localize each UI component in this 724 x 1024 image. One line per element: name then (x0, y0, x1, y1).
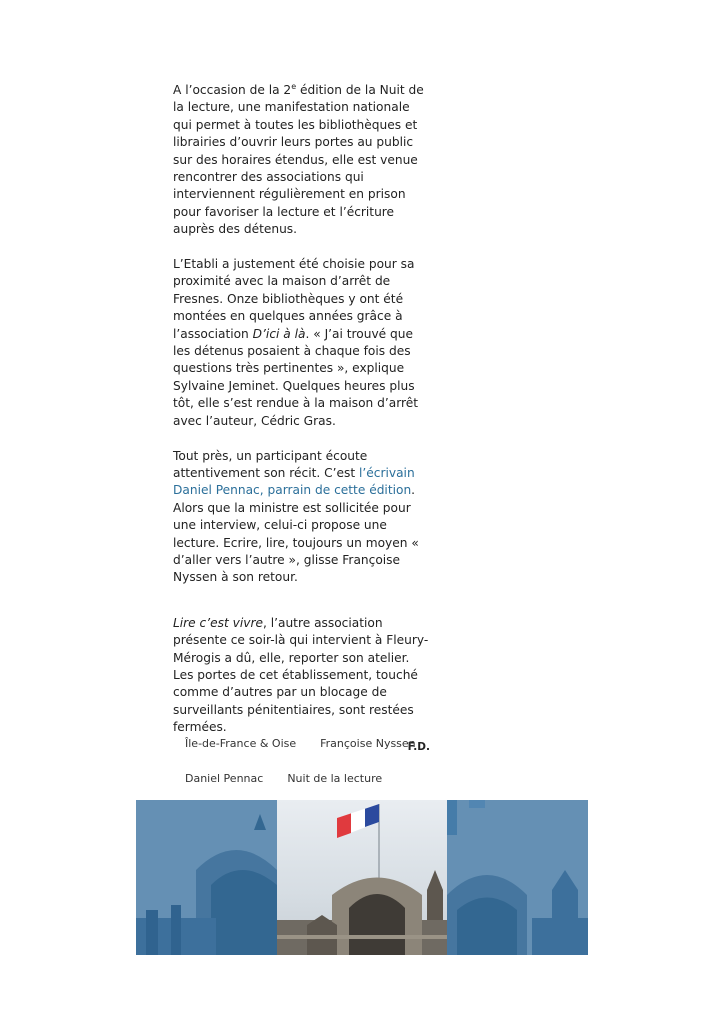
palace-with-flag-image (277, 800, 447, 955)
tag-nuit-de-la-lecture[interactable]: Nuit de la lecture (287, 772, 383, 785)
paragraph-3-text-a: Tout près, un participant écoute attentivement son récit. C’est (173, 448, 368, 480)
tag-row-1 (173, 733, 473, 754)
paragraph-2-text-b: . « J’ai trouvé que les détenus posaient à chaque fois des questions très pertinentes », explique Sylvaine Jeminet. Quelques heures plus tôt, elle s’est rendue à la maison d’arrêt avec l’auteur, Cédric Gras. (173, 326, 419, 428)
blue-overlay-left (136, 800, 277, 955)
tag-daniel-pennac[interactable]: Daniel Pennac (185, 772, 264, 785)
article-body (173, 82, 430, 756)
tag-ile-de-france[interactable]: Île-de-France & Oise (185, 737, 297, 750)
association-name: D’ici à là (252, 326, 306, 341)
paragraph-2 (173, 256, 430, 430)
paragraph-1 (173, 82, 430, 239)
paragraph-1-text-a: A l’occasion de la 2 (173, 83, 292, 97)
banner-panel-left (136, 800, 277, 955)
banner-panel-center (277, 800, 447, 955)
blue-overlay-right (447, 800, 588, 955)
paragraph-3-text-b: . Alors que la ministre est sollicitée pour une interview, celui-ci propose une lecture. Ecrire, lire, toujours un moyen « d’aller vers l’autre », glisse Françoise Nyssen à son retour. (173, 483, 419, 585)
author-signature: F.D. (407, 740, 430, 753)
paragraph-3 (173, 448, 430, 587)
pennac-link[interactable]: l’écrivain Daniel Pennac, parrain de cette édition (173, 465, 415, 498)
tag-row-2 (173, 768, 473, 789)
paragraph-4-text: , l’autre association présente ce soir-là qui intervient à Fleury-Mérogis a dû, elle, reporter son atelier. Les portes de cet établissement, touché comme d’autres par un blocage de surveillants pénitentiaires, sont restées fermées. (173, 615, 429, 735)
edition-superscript: e (291, 82, 297, 91)
paragraph-4 (173, 615, 430, 737)
header-image-banner (136, 800, 588, 955)
tag-list (173, 733, 473, 803)
tag-francoise-nyssen[interactable]: Françoise Nyssen (320, 737, 416, 750)
association-name-2: Lire c’est vivre (173, 615, 263, 630)
paragraph-2-text-a: L’Etabli a justement été choisie pour sa proximité avec la maison d’arrêt de Fresnes. Onze bibliothèques y ont été montées en quelques années grâce à l’association (173, 257, 415, 341)
banner-panel-right (447, 800, 588, 955)
paragraph-1-text-b: édition de la Nuit de la lecture, une manifestation nationale qui permet à toutes les bibliothèques et librairies d’ouvrir leurs portes au public sur des horaires étendus, elle est venue rencontrer des associations qui interviennent régulièrement en prison pour favoriser la lecture et l’écriture auprès des détenus. (173, 83, 424, 237)
